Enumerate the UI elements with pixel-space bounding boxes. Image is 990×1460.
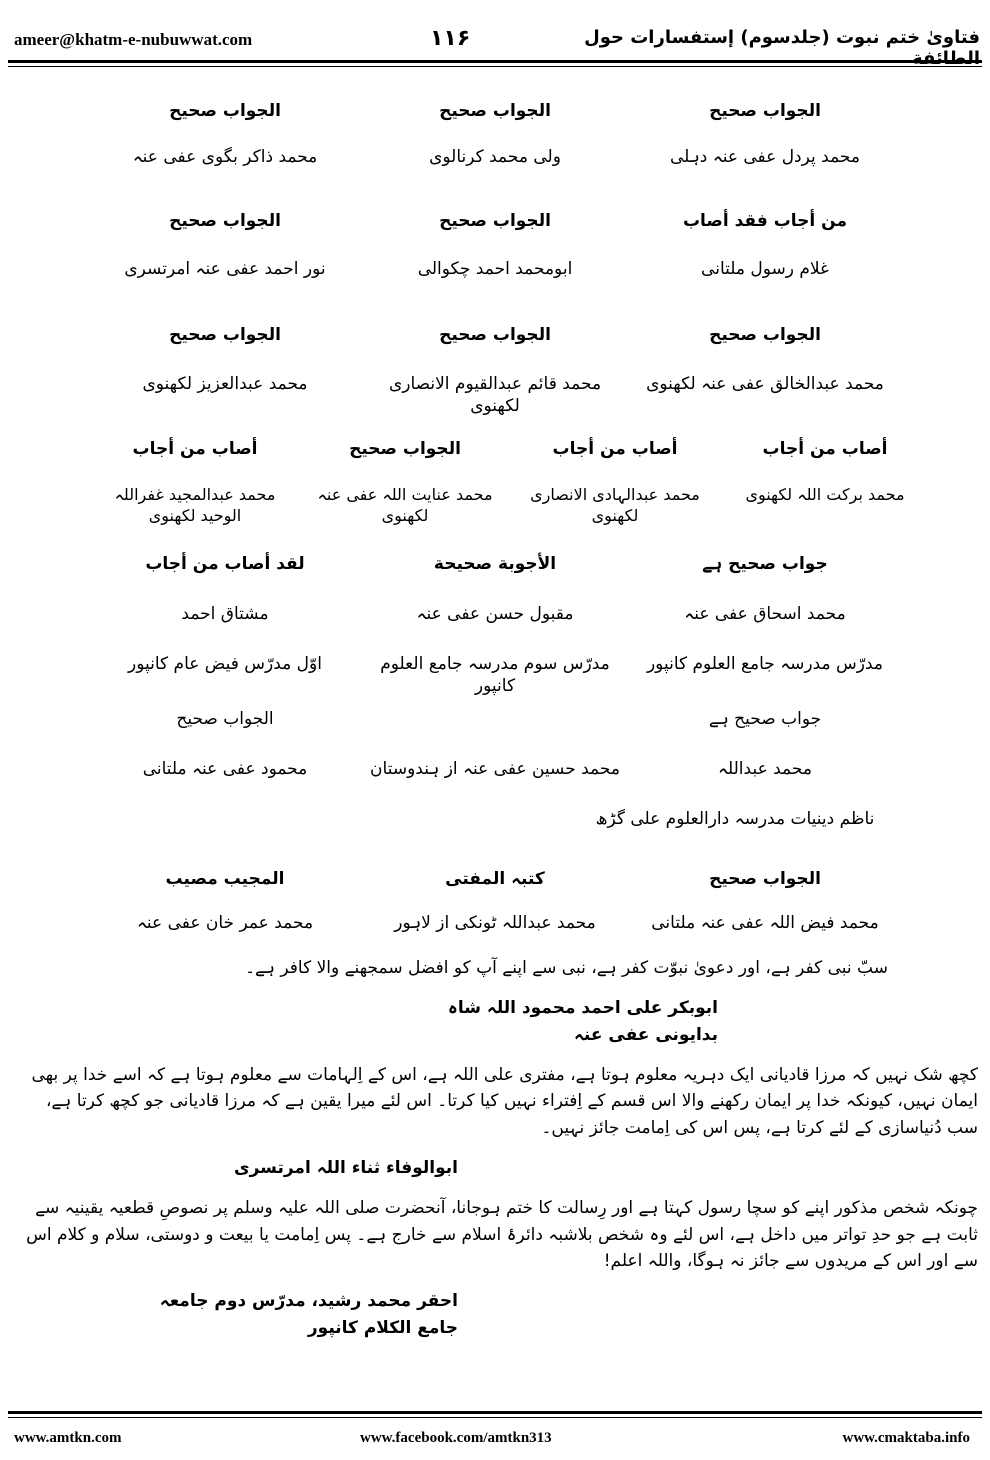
signatory-name: محمد اسحاق عفی عنہ [684,604,846,624]
endorsement-heading: الجواب صحیح [439,325,551,345]
statement-text [12,1062,978,1141]
statement-line: ہے، سب دُنیاسازی کے لئے کرتا ہے، پس اس کی اِمامت جائز نہیں۔ [45,1091,978,1138]
endorsement-heading: الأجوبة صحیحة [433,554,557,574]
signatory-name: مقبول حسن عفی عنہ [416,604,574,624]
signatory-name: محمد عبدالہادی الانصاری لکھنوی [530,485,700,525]
endorsement-row-4-names [0,485,990,525]
signatory-name: مشتاق احمد [181,604,269,624]
signatory-title: اوّل مدرّس فیض عام کانپور [128,654,322,674]
endorsement-heading: الجواب صحیح [439,101,551,121]
statement-2 [12,1062,978,1141]
statement-line: ہے جو حدِ تواتر میں داخل ہے، اس لئے وہ شخص بلاشبہ دائرۂ اسلام سے خارج ہے۔ پس اِمامت یا بیعت و دوستی، سلام و کلام اس سے [26,1224,978,1272]
book-title: فتاویٰ ختم نبوت (جلدسوم) إستفسارات حول الطائفة [584,27,980,69]
statement-3 [12,1195,978,1274]
statement-line: اور اس کے مریدوں سے جائز نہ ہوگا، واللہ اعلم! [603,1251,949,1272]
endorsement-block-5-row [0,808,990,842]
signatory-name: محمد ذاکر بگوی عفی عنہ [132,147,318,167]
endorsement-heading: أصاب من أجاب [762,439,888,459]
endorsement-row-2-headings [0,210,990,244]
endorsement-heading: الجواب صحیح [169,211,281,231]
header-email: ameer@khatm-e-nubuwwat.com [14,30,253,49]
footer-divider [8,1411,982,1414]
footer-link-amtkn[interactable]: www.amtkn.com [14,1430,122,1446]
signatory-name: محمود عفی عنہ ملتانی [142,759,308,779]
signatory-name: محمد عبدالخالق عفی عنہ لکھنوی [646,374,884,394]
endorsement-heading: الجواب صحیح [709,325,821,345]
footer-link-facebook[interactable]: www.facebook.com/amtkn313 [360,1430,552,1446]
signatory-name: محمد عنایت اللہ عفی عنہ لکھنوی [317,485,493,525]
signatory-title: مدرّس مدرسہ جامع العلوم کانپور [646,654,884,674]
endorsement-row-3-headings [0,324,990,358]
signatory-name: نور احمد عفی عنہ امرتسری [124,259,326,279]
endorsement-block-5-row [0,553,990,587]
signatory-name: محمد عبداللہ [718,759,812,779]
endorsement-row-6-names [0,912,990,946]
header-divider [8,60,982,63]
endorsement-heading: کتبہ المفتی [445,869,545,889]
signatory-name: محمد برکت اللہ لکھنوی [745,485,905,504]
footer-link-cmaktaba[interactable]: www.cmaktaba.info [842,1430,970,1446]
endorsement-heading: الجواب صحیح [439,211,551,231]
endorsement-heading: المجیب مصیب [165,869,285,889]
header-divider-thin [8,66,982,67]
endorsement-heading: أصاب من أجاب [552,439,678,459]
signatory-name: ولی محمد کرنالوی [429,147,561,167]
statement-text [12,1195,978,1274]
footer-divider-thin [8,1417,982,1418]
endorsement-row-2-names [0,258,990,292]
endorsement-heading: جواب صحیح ہے [702,554,828,574]
statement-line: چونکہ شخص مذکور اپنے کو سچا رسول کہتا ہے اور رِسالت کا ختم ہوجانا، آنحضرت صلی اللہ علیہ وسلم پر نصوصِ قطعیہ یقینیہ سے ثابت [35,1198,978,1245]
endorsement-heading: الجواب صحیح [169,325,281,345]
signatory-name: محمد عمر خان عفی عنہ [136,913,314,933]
endorsement-heading: الجواب صحیح [349,439,461,459]
endorsement-heading: الجواب صحیح [169,101,281,121]
statement-3-signature-line [12,1288,978,1341]
statement-line: خدا پر بھی ایمان نہیں، کیونکہ خدا پر ایمان رکھنے والا اس قسم کے اِفتراء نہیں کیا کرتا۔ اس لئے میرا یقین ہے کہ مرزا قادیانی جو کچھ کرتا [31,1065,978,1112]
endorsement-row-6-headings [0,868,990,902]
endorsement-row-4-headings [0,438,990,472]
signatory-name: محمد عبداللہ ٹونکی از لاہور [394,913,596,933]
endorsement-block-5-row [0,603,990,637]
endorsement-row-3-names [0,373,990,417]
signatory-title: ناظم دینیات مدرسہ دارالعلوم علی گڑھ [595,809,875,829]
signatory-name: غلام رسول ملتانی [701,259,829,279]
statements [12,955,978,1355]
endorsement-heading: من أجاب فقد أصاب [682,211,848,231]
statement-2-signature-line [12,1155,978,1181]
signatory-name: ابومحمد احمد چکوالی [417,259,573,279]
endorsement-block-5-row [0,708,990,742]
statement-signature: ابوالوفاء ثناء اللہ امرتسری [234,1158,458,1179]
signatory-name: محمد عبدالعزیز لکھنوی [142,374,308,394]
statement-1 [12,955,978,981]
endorsement-row-1-names [0,146,990,180]
statement-signature: ابوبکر علی احمد محمود اللہ شاہ بدایونی عفی عنہ [447,998,718,1045]
signatory-name: محمد پردل عفی عنہ دہلی [670,147,860,167]
endorsement-heading: الجواب صحیح [709,869,821,889]
endorsement-block-5-row [0,758,990,792]
statement-text: سبّ نبی کفر ہے، اور دعویٰ نبوّت کفر ہے، نبی سے اپنے آپ کو افضل سمجھنے والا کافر ہے۔ [245,958,888,978]
endorsement-row-1-headings [0,100,990,134]
endorsement-heading: الجواب صحیح [176,709,274,729]
signatory-name: محمد حسین عفی عنہ از ہندوستان [370,759,620,779]
signatory-name: محمد عبدالمجید غفراللہ الوحید لکھنوی [114,485,276,525]
endorsement-heading: جواب صحیح ہے [708,709,822,729]
endorsement-heading: لقد أصاب من أجاب [145,554,305,574]
statement-1-signature-line [12,995,978,1048]
signatory-name: محمد فیض اللہ عفی عنہ ملتانی [651,913,879,933]
endorsement-heading: الجواب صحیح [709,101,821,121]
signatory-title: مدرّس سوم مدرسہ جامع العلوم کانپور [380,654,610,697]
endorsement-block-5-row [0,653,990,697]
statement-signature: احقر محمد رشید، مدرّس دوم جامعہ جامع الکلام کانپور [159,1291,458,1338]
page-number: ۱۱۶ [430,26,471,51]
signatory-name: محمد قائم عبدالقیوم الانصاری لکھنوی [388,374,602,417]
endorsement-heading: أصاب من أجاب [132,439,258,459]
statement-line: کچھ شک نہیں کہ مرزا قادیانی ایک دہریہ معلوم ہوتا ہے، مفتری علی اللہ ہے، اس کے اِلہامات سے معلوم ہوتا ہے کہ اسے [112,1065,978,1086]
